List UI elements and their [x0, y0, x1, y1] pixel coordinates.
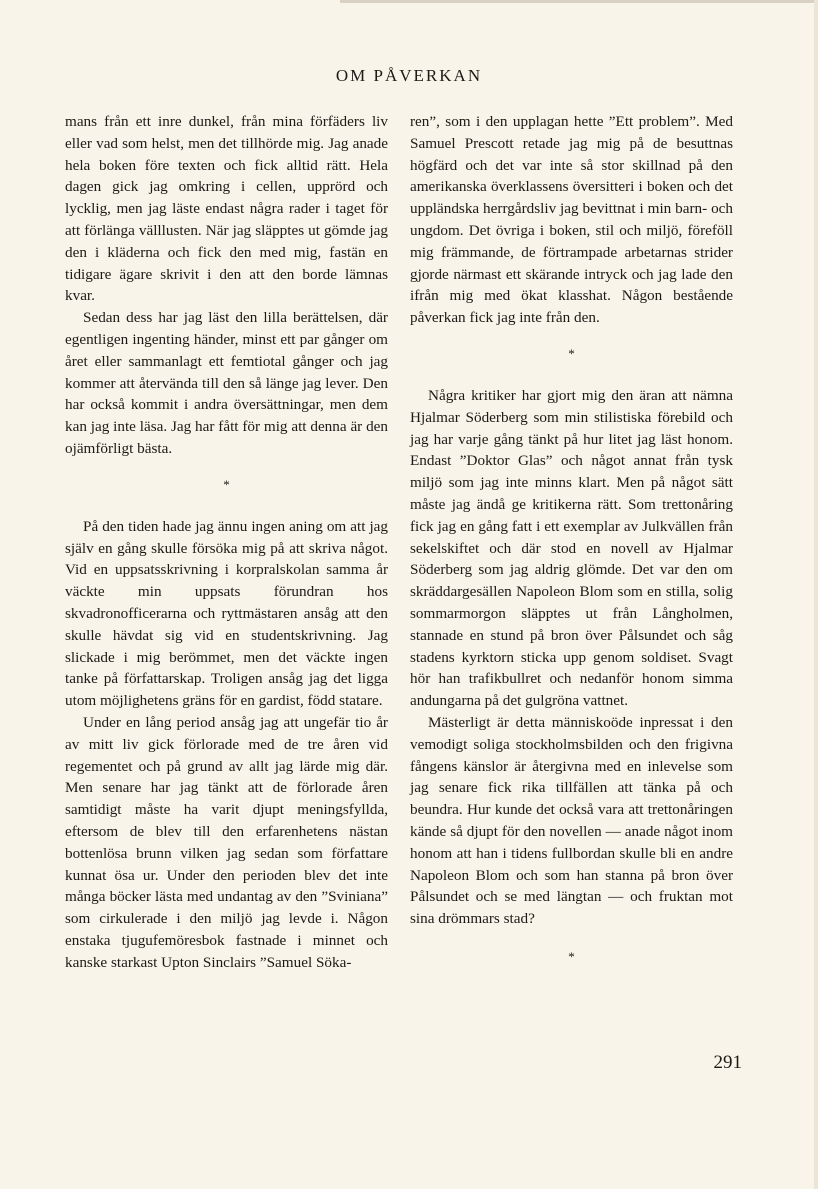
- page-edge-shadow: [340, 0, 818, 3]
- paragraph: Några kritiker har gjort mig den äran att nämna Hjalmar Söderberg som min stilistiska förebild och jag har varje gång tänkt på hur litet jag läst honom. Endast ”Doktor Glas” och något annat från tysk miljö som jag inte minns klart. Men på något sätt måste jag ändå ge kritikerna rätt. Som trettonåring fick jag en gång fatt i ett exemplar av Julkvällen från sekelskiftet och där stod en novell av Hjalmar Söderberg som jag aldrig glömde. Det var den om skräddargesällen Napoleon Blom som en stilla, solig sommarmorgon släpptes ut från Långholmen, stannade en stund på bron över Pålsundet och såg stadens kyrktorn sticka upp genom soldiset. Svagt hör han trafikbullret och nedanför honom simma andungarna på det gulgröna vattnet.: [410, 386, 733, 710]
- page-edge-right: [814, 0, 818, 1189]
- paragraph: Under en lång period ansåg jag att ungefär tio år av mitt liv gick förlorade med de tre åren vid regementet och på grund av allt jag lärde mig där. Men senare har jag tänkt att de förlorade åren samtidigt måste ha varit djupt meningsfyllda, eftersom de blev till den erfarenhetens nästan bottenlösa brunn vilken jag sedan som författare kunnat ösa ur. Under den perioden blev det inte många böcker lästa med undantag av den ”Sviniana” som cirkulerade i den miljö jag levde i. Någon enstaka tjugufemöresbok fastnade i minnet och kanske starkast Upton Sinclairs ”Samuel Söka-: [65, 713, 388, 971]
- running-head: OM PÅVERKAN: [335, 66, 483, 85]
- section-separator: *: [568, 345, 575, 361]
- paragraph: På den tiden hade jag ännu ingen aning om att jag själv en gång skulle försöka mig på att skriva något. Vid en uppsatsskrivning i korpralskolan samma år väckte min uppsats förundran hos skvadronofficerarna och ryttmästaren ansåg att den skulle hävdat sig vid en studentskrivning. Jag slickade i mig berömmet, men det väckte ingen tanke på författarskap. Troligen ansåg jag det ligga utom möjlighetens gräns för en gardist, född statare.: [65, 517, 388, 710]
- paragraph: mans från ett inre dunkel, från mina förfäders liv eller vad som helst, men det tillhörde mig. Jag anade hela boken före texten och fick alltid rätt. Hela dagen gick jag omkring i cellen, upprörd och lycklig, men jag läste endast några rader i taget för att förlänga välllusten. När jag släpptes ut gömde jag den i kläderna och fick den med mig, fastän en tidigare ägare skrivit i den att den borde lämnas kvar.: [65, 113, 388, 305]
- section-separator: *: [568, 948, 575, 964]
- paragraph: ren”, som i den upplagan hette ”Ett problem”. Med Samuel Prescott retade jag mig på de besuttnas högfärd och det var inte så stor skillnad på den amerikanska överklassens översitteri i boken och det uppländska herrgårdsliv jag bevittnat i min barn- och ungdom. Det övriga i boken, stil och miljö, föreföll mig främmande, de förtrampade arbetarnas strider gjorde närmast ett skärande intryck och jag lade den ifrån mig med ökat klasshat. Någon bestående påverkan fick jag inte från den.: [410, 113, 733, 327]
- right-column: [410, 111, 733, 968]
- paragraph: Sedan dess har jag läst den lilla berättelsen, där egentligen ingenting händer, minst ett par gånger om året eller sammanlagt ett femtiotal gånger och jag kommer att återvända till den så länge jag lever. Den har också kommit i andra översättningar, men dem kan jag inte läsa. Jag har fått för mig att denna är den ojämförligt bästa.: [65, 309, 388, 457]
- page-number: 291: [713, 1052, 742, 1073]
- section-separator: *: [223, 476, 230, 492]
- left-column: [65, 111, 388, 973]
- paragraph: Mästerligt är detta människoöde inpressat i den vemodigt soliga stockholmsbilden och den frigivna fångens känslor är återgivna med en inlevelse som jag senare fick rika tillfällen att tänka på och beundra. Hur kunde det också vara att trettonåringen kände så djupt för den novellen — anade något inom honom att han i tidens fullbordan skulle bli en andre Napoleon Blom och som han stanna på bron över Pålsundet och se med längtan — och fruktan mot sina drömmars stad?: [410, 713, 733, 928]
